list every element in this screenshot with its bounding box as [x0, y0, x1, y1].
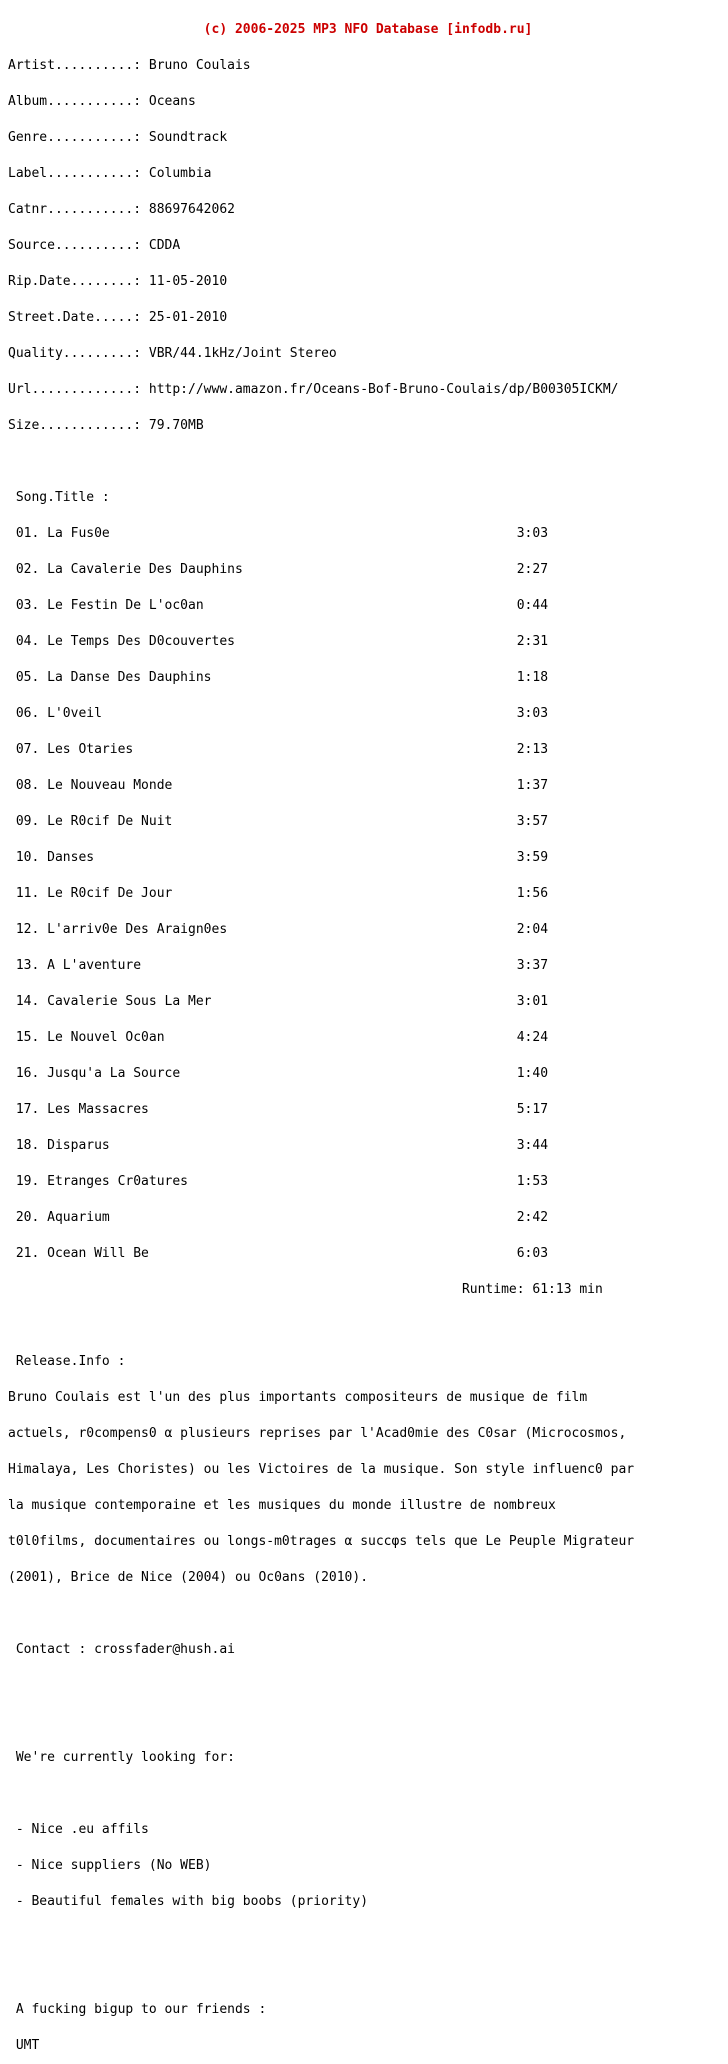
release-info-line-2: actuels, r0compens0 α plusieurs reprises par l'Acad0mie des C0sar (Microcosmos, — [8, 1426, 627, 1441]
track-14: 14. Cavalerie Sous La Mer 3:01 — [8, 994, 549, 1009]
track-02: 02. La Cavalerie Des Dauphins 2:27 — [8, 562, 549, 577]
track-20: 20. Aquarium 2:42 — [8, 1210, 549, 1225]
track-21: 21. Ocean Will Be 6:03 — [8, 1246, 549, 1261]
field-url: Url.............: http://www.amazon.fr/Oceans-Bof-Bruno-Coulais/dp/B00305ICKM/ — [8, 382, 619, 397]
track-01: 01. La Fus0e 3:03 — [8, 526, 549, 541]
blank-line — [8, 1716, 724, 1728]
release-info-line-4: la musique contemporaine et les musiques du monde illustre de nombreux — [8, 1498, 556, 1513]
field-source: Source..........: CDDA — [8, 238, 181, 253]
track-17: 17. Les Massacres 5:17 — [8, 1102, 549, 1117]
blank-line — [8, 1932, 724, 1944]
friends-list: UMT — [8, 2038, 40, 2053]
track-12: 12. L'arriv0e Des Araign0es 2:04 — [8, 922, 549, 937]
looking-for-item-1: - Nice .eu affils — [8, 1822, 149, 1837]
track-07: 07. Les Otaries 2:13 — [8, 742, 549, 757]
track-08: 08. Le Nouveau Monde 1:37 — [8, 778, 549, 793]
looking-for-item-2: - Nice suppliers (No WEB) — [8, 1858, 212, 1873]
track-11: 11. Le R0cif De Jour 1:56 — [8, 886, 549, 901]
track-10: 10. Danses 3:59 — [8, 850, 549, 865]
song-title-heading: Song.Title : — [8, 490, 110, 505]
field-rip-date: Rip.Date........: 11-05-2010 — [8, 274, 228, 289]
blank-line — [8, 1320, 724, 1332]
track-16: 16. Jusqu'a La Source 1:40 — [8, 1066, 549, 1081]
release-info-line-5: t0l0films, documentaires ou longs-m0trages α succφs tels que Le Peuple Migrateur — [8, 1534, 635, 1549]
field-album: Album...........: Oceans — [8, 94, 196, 109]
release-info-line-6: (2001), Brice de Nice (2004) ou Oc0ans (2010). — [8, 1570, 369, 1585]
track-15: 15. Le Nouvel Oc0an 4:24 — [8, 1030, 549, 1045]
nfo-header-credit: (c) 2006-2025 MP3 NFO Database [infodb.ru] — [8, 22, 533, 37]
field-quality: Quality.........: VBR/44.1kHz/Joint Stereo — [8, 346, 337, 361]
track-05: 05. La Danse Des Dauphins 1:18 — [8, 670, 549, 685]
field-artist: Artist..........: Bruno Coulais — [8, 58, 251, 73]
field-label: Label...........: Columbia — [8, 166, 212, 181]
release-info-line-1: Bruno Coulais est l'un des plus importants compositeurs de musique de film — [8, 1390, 588, 1405]
track-09: 09. Le R0cif De Nuit 3:57 — [8, 814, 549, 829]
blank-line — [8, 1788, 724, 1800]
field-genre: Genre...........: Soundtrack — [8, 130, 228, 145]
blank-line — [8, 1680, 724, 1692]
nfo-text-block — [8, 0, 724, 2064]
track-04: 04. Le Temps Des D0couvertes 2:31 — [8, 634, 549, 649]
track-18: 18. Disparus 3:44 — [8, 1138, 549, 1153]
field-catnr: Catnr...........: 88697642062 — [8, 202, 235, 217]
contact-line: Contact : crossfader@hush.ai — [8, 1642, 235, 1657]
field-size: Size............: 79.70MB — [8, 418, 204, 433]
blank-line — [8, 1608, 724, 1620]
blank-line — [8, 456, 724, 468]
field-street-date: Street.Date.....: 25-01-2010 — [8, 310, 228, 325]
blank-line — [8, 1968, 724, 1980]
looking-for-heading: We're currently looking for: — [8, 1750, 235, 1765]
track-06: 06. L'0veil 3:03 — [8, 706, 549, 721]
bigup-heading: A fucking bigup to our friends : — [8, 2002, 267, 2017]
track-03: 03. Le Festin De L'oc0an 0:44 — [8, 598, 549, 613]
release-info-line-3: Himalaya, Les Choristes) ou les Victoires de la musique. Son style influenc0 par — [8, 1462, 635, 1477]
track-13: 13. A L'aventure 3:37 — [8, 958, 549, 973]
looking-for-item-3: - Beautiful females with big boobs (priority) — [8, 1894, 369, 1909]
track-19: 19. Etranges Cr0atures 1:53 — [8, 1174, 549, 1189]
runtime-total: Runtime: 61:13 min — [8, 1282, 603, 1297]
release-info-heading: Release.Info : — [8, 1354, 126, 1369]
